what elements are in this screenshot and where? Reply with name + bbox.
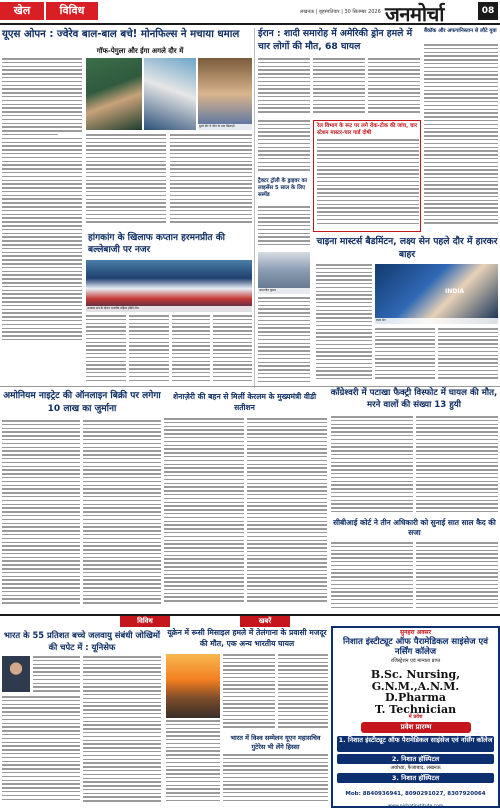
factory-body-col2 <box>416 416 498 516</box>
ad-branch-3: 3. निशात हॉस्पिटल <box>337 773 494 783</box>
cbi-body-col2 <box>416 542 498 612</box>
section-label-sports: खेल <box>0 2 44 20</box>
tractor-story-headline: ट्रैक्टर ट्रॉली के ड्राइवर का लाइसेंस 5 साल के लिए सस्पेंड <box>258 178 308 198</box>
hockey-team-photo <box>86 260 252 312</box>
ad-top-line: सुनहरा अवसर <box>399 629 432 636</box>
hockey-headline: हांगकांग के खिलाफ कप्तान हरमनप्रीत की बल्लेबाजी पर नजर <box>88 233 225 255</box>
iran-body-col4 <box>258 120 310 176</box>
badminton-body-col2 <box>375 328 435 384</box>
ammonium-body-col1 <box>2 420 80 612</box>
tractor-story-body-2 <box>258 297 310 387</box>
page-header <box>0 0 500 25</box>
section-label-misc: विविध <box>46 2 98 20</box>
badminton-photo <box>375 264 498 324</box>
iran-headline: ईरान : शादी समारोह में अमेरिकी ड्रोन हमले में चार लोगों की मौत, 68 घायल <box>258 28 413 52</box>
us-open-photo-2 <box>144 58 196 130</box>
climate-body-col1-top <box>33 656 80 694</box>
edition-date-line: लखनऊ | बृहस्पतिवार | 30 सितम्बर 2026 <box>300 9 381 15</box>
factory-headline: काँग्रेश्वरी में पटाखा फैक्ट्री विस्फोट में घायल की मौत, मरने वालों की संख्या 13 हुयी <box>330 388 498 410</box>
right-column-body <box>424 44 498 230</box>
ad-admission-banner: प्रवेश प्रारम्भ <box>361 722 471 733</box>
ad-course-note: में प्रवेश <box>408 714 423 720</box>
ad-courses <box>333 669 498 715</box>
us-open-photo-1 <box>86 58 142 130</box>
badminton-photo-caption: लक्ष्य सेन <box>375 318 498 324</box>
us-open-photo-3 <box>198 58 252 130</box>
ad-course-4: T. Technician <box>374 702 457 716</box>
cbi-body-col1 <box>331 542 413 612</box>
climate-body-col2 <box>83 656 161 806</box>
kerala-headline: शेनाज़ेरी की बहन से मिलीं केरलम के मुख्यमंत्री वीडी सतीशन <box>172 392 317 412</box>
us-open-photo-caption: दूसरे दौर में जीत के बाद खिलाड़ी <box>198 124 252 130</box>
bihar-headline: भारत में विश्व सम्मेलन यूएन महासचिव गुटेरेस भी लेंगे हिस्सा <box>230 734 321 751</box>
ukraine-headline: यूक्रेन में रूसी मिसाइल हमले में तेलंगाना के प्रवासी मजदूर की मौत, एक अन्य भारतीय घायल <box>167 628 327 648</box>
badminton-body-col3 <box>438 328 498 384</box>
hockey-photo-caption: अभ्यास सत्र के दौरान भारतीय महिला हॉकी टीम <box>86 306 252 312</box>
bihar-body <box>223 754 328 806</box>
ad-title: निशात इंस्टीट्यूट ऑफ पैरामेडिकल साइंसेज एवं नर्सिंग कॉलेज <box>343 637 488 657</box>
kerala-body-col2 <box>247 418 327 612</box>
factory-body-col1 <box>331 416 413 516</box>
ukraine-body-col1 <box>166 720 220 806</box>
ukraine-photo <box>166 654 220 718</box>
ad-course-2: G.N.M.,A.N.M. <box>371 679 460 693</box>
ad-course-1: B.Sc. Nursing, <box>370 668 461 681</box>
right-column-kicker: बैंकॉक और अफगानिस्तान से लौटे युवा <box>424 28 497 34</box>
tractor-story-body <box>258 206 310 250</box>
newspaper-masthead: जनमोर्चा <box>385 2 444 26</box>
hockey-body-col4 <box>213 315 252 385</box>
kerala-body-col1 <box>164 418 244 612</box>
us-open-body-col3 <box>170 134 252 228</box>
climate-body-col1 <box>2 696 80 806</box>
rail-box <box>313 120 421 232</box>
iran-photo-caption: अमरजीत कुमार <box>258 288 310 294</box>
ad-branch-2: 2. निशात हॉस्पिटल <box>337 754 494 764</box>
ad-phone-block <box>337 791 494 798</box>
iran-body-col2 <box>313 58 365 118</box>
iran-body-col3 <box>368 58 420 118</box>
cbi-headline: सीबीआई कोर्ट ने तीन अधिकारी को सुनाई सात साल कैद की सजा <box>333 518 496 537</box>
rail-box-body <box>317 139 419 229</box>
iran-body-col1 <box>258 58 310 118</box>
ad-branch-1: 1. निशात इंस्टीट्यूट ऑफ पैरामेडिकल साइंसेज एवं नर्सिंग कॉलेज <box>337 736 494 752</box>
us-open-body-col1 <box>2 58 82 344</box>
ad-phone-label: Mob: <box>345 791 361 797</box>
us-open-headline: यूएस ओपन : ज्वेरेव बाल-बाल बचे! मोनफिल्स ने मचाया धमाल <box>2 29 240 40</box>
us-open-subhead: गॉफ-पेगुला और ईगा अगले दौर में <box>96 47 184 55</box>
ad-website: www.nishatinstitute.com <box>387 804 444 808</box>
badminton-headline: चाइना मास्टर्स बैडमिंटन, लक्ष्य सेन पहले दौर में हारकर बाहर <box>316 236 498 260</box>
ad-phone-numbers: 8840936941, 8090291027, 8307920064 <box>362 791 486 797</box>
climate-headline: भारत के 55 प्रतिशत बच्चे जलवायु संबंधी जोखिमों की चपेट में : यूनिसेफ <box>3 630 161 652</box>
ammonium-body-col2 <box>83 420 161 612</box>
hockey-body-col3 <box>172 315 210 385</box>
page-number: 08 <box>478 2 498 20</box>
badminton-jersey-text: INDIA <box>445 288 465 295</box>
ad-course-3: D.Pharma <box>385 691 446 704</box>
bottom-section-label-news: खबरें <box>240 616 290 627</box>
hockey-body-col2 <box>129 315 169 385</box>
badminton-body-col1 <box>316 264 372 384</box>
ad-branch-address: अयोध्या, फैजाबाद, लखनऊ <box>390 765 441 771</box>
nishat-institute-ad <box>331 626 500 808</box>
ammonium-headline: अमोनियम नाइट्रेट की ऑनलाइन बिक्री पर लगेगा 10 लाख का जुर्माना <box>3 391 161 414</box>
iran-photo <box>258 252 310 294</box>
hockey-body-col1 <box>86 315 126 385</box>
bottom-section-label-misc: विविध <box>120 616 170 627</box>
ukraine-body-col2 <box>223 654 275 732</box>
ad-subtitle: रजिस्ट्रेशन एवं मान्यता प्राप्त <box>390 658 441 664</box>
rail-box-headline: रेल विभाग के रूट पर लगे रोक-टोक की जांच, चार स्टेशन मास्टर-चार गार्ड दोषी <box>317 123 418 136</box>
climate-portrait <box>2 656 30 692</box>
us-open-body-col2 <box>86 134 166 228</box>
ukraine-body-col3 <box>278 654 328 732</box>
